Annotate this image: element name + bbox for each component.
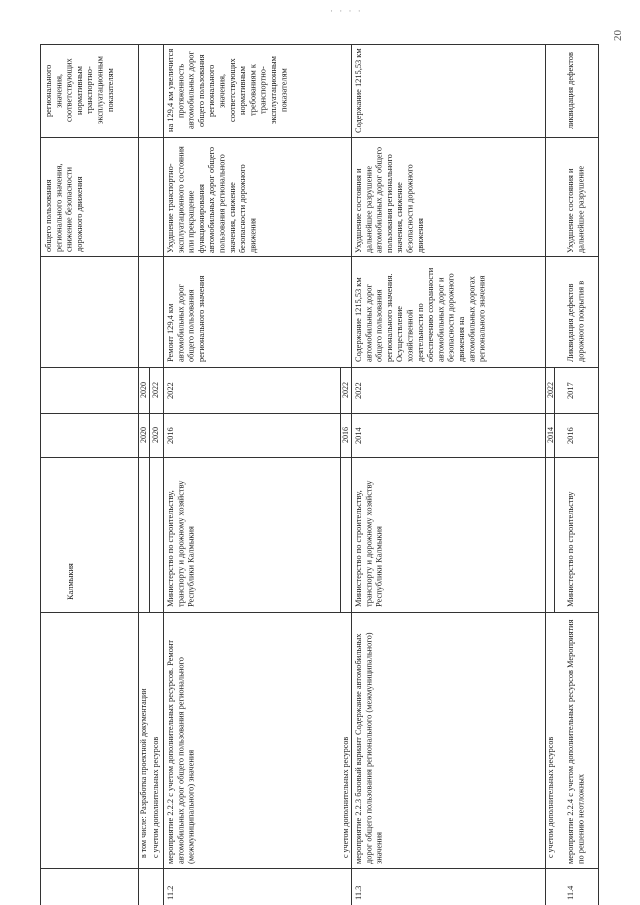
col-divider-ministry-start [40, 457, 598, 458]
row-11-4-indicator: ликвидация дефектов [566, 52, 575, 129]
row-11-2-indicator: на 129,4 км увеличится протяженность автомобильных дорог общего пользования регионального значения, соответствующих нормативным требованиям к транспортно-эксплуатационным показателям [166, 46, 289, 133]
row-11-2-start: 2016 [166, 427, 175, 445]
table-border-top [40, 44, 598, 45]
col-divider-name-ministry [40, 612, 598, 613]
row-11-3-start: 2014 [354, 427, 363, 445]
row-11-2-sub-end: 2022 [341, 382, 350, 398]
row1-sub2-start: 2020 [151, 427, 160, 443]
row-11-2-end: 2022 [166, 382, 175, 400]
row-11-4-effect: Ухудшение состояния и дальнейшее разрушение [566, 165, 586, 253]
row-11-2-ministry: Министерство по строительству, транспорту и дорожному хозяйству Республики Калмыкия [166, 478, 196, 607]
row-11-3-number: 11.3 [354, 885, 363, 900]
row-11-2-sub-label: с учетом дополнительных ресурсов [341, 736, 350, 858]
row-11-3-name: мероприятие 2.2.3 базовый вариант Содержание автомобильных дорог общего пользования регионального (межмуниципального) значения [354, 630, 384, 864]
table-border-left [40, 44, 41, 905]
row-11-3-ministry: Министерство по строительству, транспорту и дорожному хозяйству Республики Калмыкия [354, 478, 384, 607]
col-divider-num [40, 868, 598, 869]
row1-sub1-end: 2020 [139, 382, 148, 398]
row-11-3-sub-end: 2022 [546, 382, 555, 398]
row1-sub2-label: с учетом дополнительных ресурсов [151, 736, 160, 858]
col-divider-result-effect [40, 256, 598, 257]
row1-sub2-end: 2022 [151, 382, 160, 398]
row-divider-sub1 [149, 367, 150, 612]
scan-artifact-dots: · · · · [330, 6, 363, 16]
col-divider-effect-indicator [40, 137, 598, 138]
row-11-3-sub-label: с учетом дополнительных ресурсов [546, 736, 555, 858]
row-11-3-result: Содержание 1215,53 км автомобильных дорог общего пользования регионального значения. Осуществление хозяйственной деятельности по обеспечению сохранности автомобильных дорог и безопасности дорожного движения на автомобильных дорогах регионального значения [354, 265, 487, 362]
row-11-4-number: 11.4 [566, 885, 575, 900]
row-11-2-result: Ремонт 129,4 км автомобильных дорог общего пользования регионального значения [166, 275, 206, 362]
row-11-3-effect: Ухудшение состояния и дальнейшее разрушение автомобильных дорог общего пользования регионального значения, снижение безопасности дорожного движения [354, 144, 425, 253]
row1-sub1-label: в том числе: Разработка проектной документации [139, 688, 148, 858]
row1-region: Калмыкия [66, 563, 75, 600]
row-11-4-name: мероприятие 2.2.4 с учетом дополнительных ресурсов Мероприятия по решению неотложных [566, 617, 586, 864]
row-11-3-end: 2022 [354, 382, 363, 400]
row1-indicator: регионального значения, соответствующих нормативным транспортно-эксплуатационным показателям [44, 54, 115, 125]
table-border-right [598, 44, 599, 905]
col-divider-end-result [40, 367, 598, 368]
row-divider-sub3 [554, 367, 555, 612]
row-11-2-number: 11.2 [166, 885, 175, 900]
row1-effect: общего пользования регионального значения, снижение безопасности дорожного движения [44, 161, 84, 252]
row-11-2-effect: Ухудшение транспортно-эксплуатационного состояния или прекращение функционирования автомобильных дорог общего пользования регионального значения, снижение безопасности дорожного движения [166, 144, 258, 253]
row-11-4-start: 2016 [566, 427, 575, 445]
row-11-4-result: Ликвидация дефектов дорожного покрытия в [566, 280, 586, 362]
row-11-3-sub-start: 2014 [546, 427, 555, 443]
row-11-3-indicator: Содержание 1215,53 км [354, 48, 363, 133]
row-11-4-ministry: Министерство по строительству [566, 491, 575, 607]
row-11-4-end: 2017 [566, 382, 575, 400]
col-divider-start-end [40, 413, 598, 414]
col-divider-start [351, 44, 352, 905]
row-11-2-sub-start: 2016 [341, 427, 350, 443]
row1-sub1-start: 2020 [139, 427, 148, 443]
col-divider-ministry [163, 44, 164, 905]
row-11-2-name: мероприятие 2.2.2 с учетом дополнительных ресурсов. Ремонт автомобильных дорог общего пользования регионального (межмуниципального) значения [166, 637, 196, 864]
page-number: 20 [612, 30, 624, 41]
